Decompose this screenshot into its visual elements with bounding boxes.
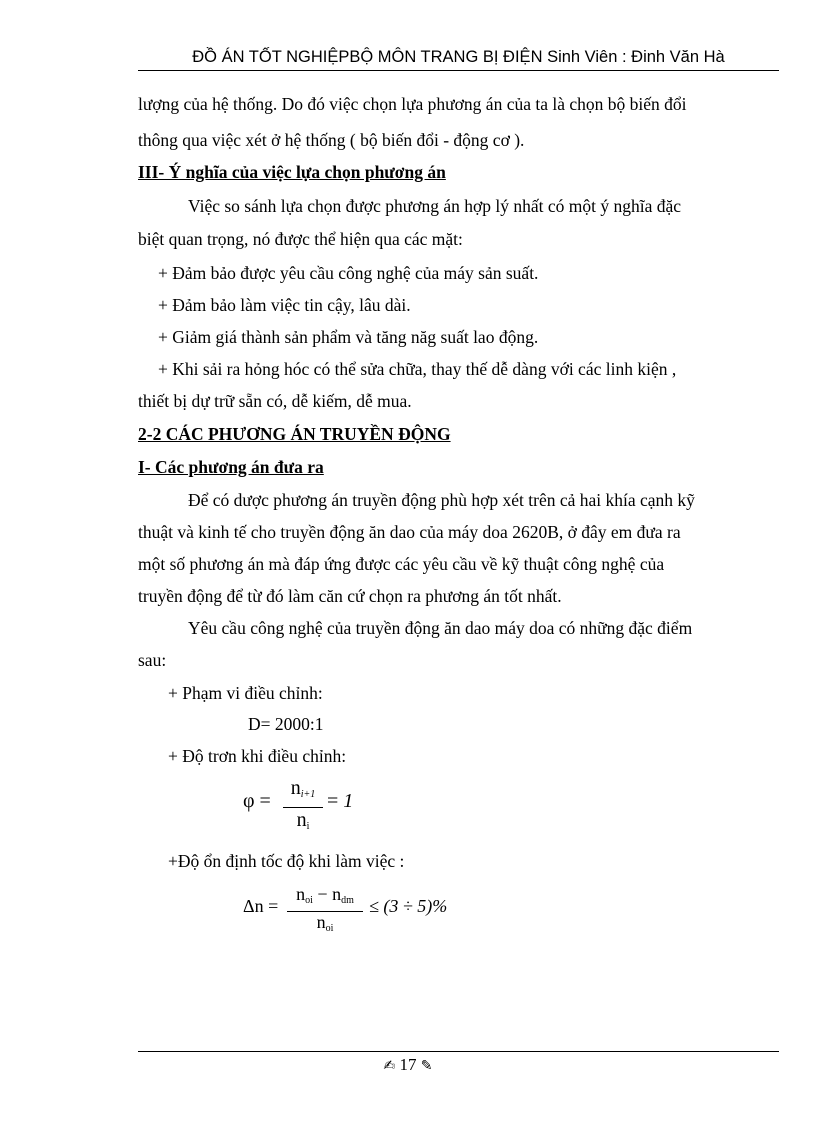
fraction-bar: $n_i$ xyxy=(283,807,323,839)
formula-lhs: φ = xyxy=(243,790,271,812)
writing-hand-icon: ✍ xyxy=(383,1058,396,1074)
range-equation: D= 2000:1 xyxy=(248,714,324,734)
bullet-item: + Giảm giá thành sản phẩm và tăng năg suất lao động. xyxy=(158,327,539,347)
paragraph-line: Việc so sánh lựa chọn được phương án hợp lý nhất có một ý nghĩa đặc xyxy=(188,196,682,216)
footer-divider xyxy=(138,1051,779,1052)
paragraph-line: Yêu cầu công nghệ của truyền động ăn dao máy doa có những đặc điểm xyxy=(188,618,693,638)
formula-lhs: Δn = xyxy=(243,896,279,916)
paragraph-line: biệt quan trọng, nó được thể hiện qua các mặt: xyxy=(138,229,463,249)
paragraph-line: Để có dược phương án truyền động phù hợp xét trên cả hai khía cạnh kỹ xyxy=(188,490,695,510)
formula-numerator: $n_{i+1}$ xyxy=(290,777,316,800)
formula-fraction xyxy=(283,776,323,839)
formula-numerator: $n_{oi} - n_{dm}$ xyxy=(296,884,354,906)
page-footer xyxy=(0,1054,816,1077)
requirement-item: +Độ ổn định tốc độ khi làm việc : xyxy=(168,851,405,871)
bullet-item: + Đảm bảo làm việc tin cậy, lâu dài. xyxy=(158,295,411,315)
formula-fraction xyxy=(287,884,363,939)
paragraph-line: truyền động để từ đó làm căn cứ chọn ra phương án tốt nhất. xyxy=(138,586,562,606)
paragraph-line: sau: xyxy=(138,650,167,670)
section-heading-1: I- Các phương án đưa ra xyxy=(138,457,324,477)
formula-rhs: ≤ (3 ÷ 5)% xyxy=(369,896,448,916)
paragraph-line: một số phương án mà đáp ứng được các yêu cầu về kỹ thuật công nghệ của xyxy=(138,554,665,574)
formula-rhs: = 1 xyxy=(327,790,354,812)
requirement-item: + Độ trơn khi điều chỉnh: xyxy=(168,746,347,766)
chapter-heading: 2-2 CÁC PHƯƠNG ÁN TRUYỀN ĐỘNG xyxy=(138,424,451,444)
bullet-item: + Khi sải ra hỏng hóc có thể sửa chữa, thay thế dễ dàng với các linh kiện , xyxy=(158,359,677,379)
fraction-bar: $n_{oi}$ xyxy=(287,911,363,939)
requirement-item: + Phạm vi điều chỉnh: xyxy=(168,683,323,703)
paragraph-line: thông qua việc xét ở hệ thống ( bộ biến đổi - động cơ ). xyxy=(138,130,525,150)
pencil-icon: ✎ xyxy=(420,1058,433,1074)
paragraph-line: thiết bị dự trữ sẵn có, dễ kiếm, dễ mua. xyxy=(138,391,412,411)
paragraph-line: thuật và kinh tế cho truyền động ăn dao của máy doa 2620B, ở đây em đưa ra xyxy=(138,522,681,542)
section-heading-3: III- Ý nghĩa của việc lựa chọn phương án xyxy=(138,162,446,182)
paragraph-line: lượng của hệ thống. Do đó việc chọn lựa phương án của ta là chọn bộ biến đổi xyxy=(138,94,687,114)
page-number: 17 xyxy=(399,1055,417,1074)
page-header: ĐỒ ÁN TỐT NGHIỆPBỘ MÔN TRANG BỊ ĐIỆN Sinh Viên : Đinh Văn Hà xyxy=(138,44,779,71)
bullet-item: + Đảm bảo được yêu cầu công nghệ của máy sản suất. xyxy=(158,263,539,283)
